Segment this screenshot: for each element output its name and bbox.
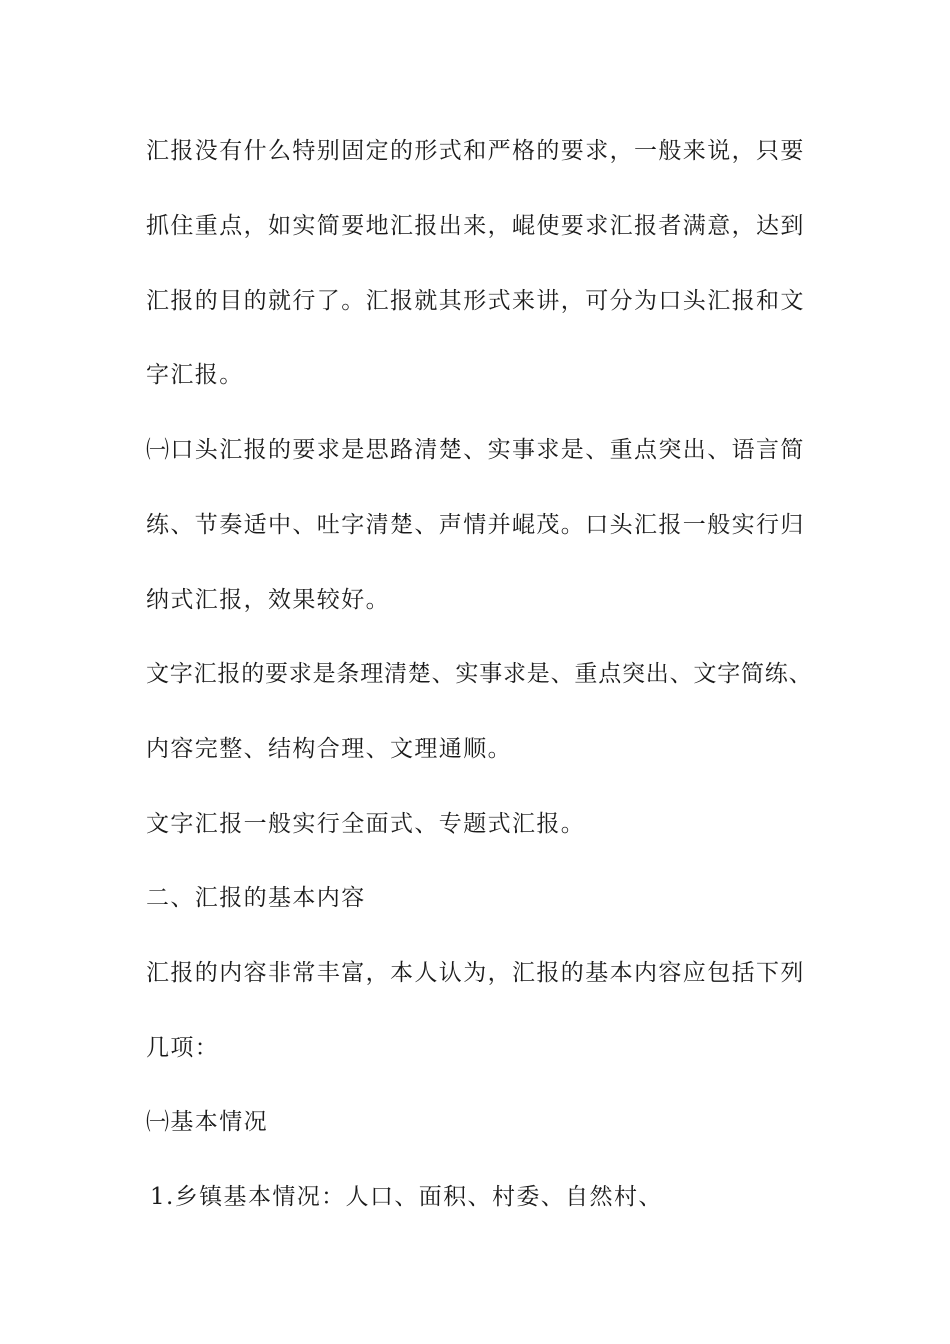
paragraph-line: 汇报没有什么特别固定的形式和严格的要求，一般来说，只要 <box>146 138 805 164</box>
paragraph-line: ㈠口头汇报的要求是思路清楚、实事求是、重点突出、语言简 <box>146 437 805 463</box>
paragraph-line: 汇报的目的就行了。汇报就其形式来讲，可分为口头汇报和文 <box>146 288 805 314</box>
paragraph-line: 文字汇报的要求是条理清楚、实事求是、重点突出、文字简练、 <box>146 661 813 687</box>
paragraph-line: 汇报的内容非常丰富，本人认为，汇报的基本内容应包括下列 <box>146 960 805 986</box>
paragraph-line: 练、节奏适中、吐字清楚、声情并崐茂。口头汇报一般实行归 <box>146 512 805 538</box>
paragraph-line: 字汇报。 <box>146 362 244 388</box>
paragraph-line: 抓住重点，如实简要地汇报出来，崐使要求汇报者满意，达到 <box>146 213 805 239</box>
paragraph-line: 纳式汇报，效果较好。 <box>146 587 390 613</box>
paragraph-line: 文字汇报一般实行全面式、专题式汇报。 <box>146 811 586 837</box>
paragraph-line: 内容完整、结构合理、文理通顺。 <box>146 736 512 762</box>
paragraph-line: 几项： <box>146 1035 220 1061</box>
section-heading: 二、汇报的基本内容 <box>146 885 366 911</box>
list-item: 1.乡镇基本情况：人口、面积、村委、自然村、 <box>150 1184 663 1210</box>
subsection-heading: ㈠基本情况 <box>146 1109 268 1135</box>
